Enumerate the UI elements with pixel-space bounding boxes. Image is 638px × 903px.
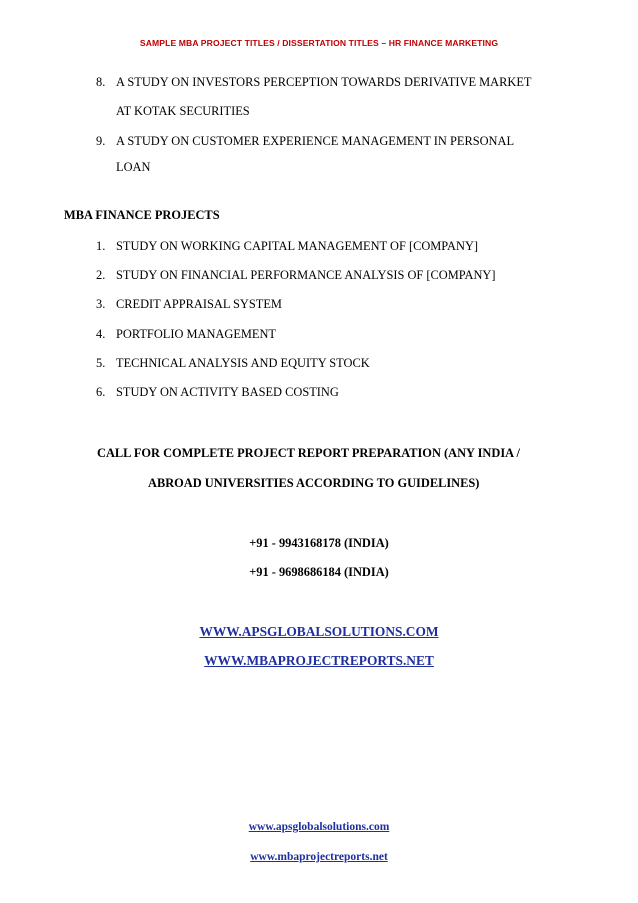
list-item (96, 385, 339, 400)
list-item-text: STUDY ON FINANCIAL PERFORMANCE ANALYSIS OF [COMPANY] (116, 268, 496, 282)
list-item-continuation: AT KOTAK SECURITIES (116, 104, 250, 118)
website-link[interactable]: WWW.APSGLOBALSOLUTIONS.COM (199, 624, 439, 639)
list-item (96, 268, 495, 283)
list-item-text: PORTFOLIO MANAGEMENT (116, 327, 276, 341)
list-item-number: 2. (96, 268, 106, 282)
list-item-text: CREDIT APPRAISAL SYSTEM (116, 297, 282, 311)
list-item (96, 297, 282, 312)
page-header: SAMPLE MBA PROJECT TITLES / DISSERTATION TITLES – HR FINANCE MARKETING (139, 38, 499, 48)
call-to-action-line: CALL FOR COMPLETE PROJECT REPORT PREPARATION (ANY INDIA / (97, 446, 520, 460)
list-item-number: 3. (96, 297, 106, 311)
website-link[interactable]: WWW.MBAPROJECTREPORTS.NET (204, 653, 434, 668)
list-item-number: 8. (96, 75, 106, 89)
list-item-text: A STUDY ON INVESTORS PERCEPTION TOWARDS DERIVATIVE MARKET (116, 75, 532, 89)
list-item-number: 1. (96, 239, 106, 253)
list-item-number: 9. (96, 134, 106, 148)
footer-link[interactable]: www.mbaprojectreports.net (250, 851, 388, 863)
list-item-text: STUDY ON WORKING CAPITAL MANAGEMENT OF [COMPANY] (116, 239, 479, 253)
list-item (96, 134, 514, 149)
phone-number: +91 - 9943168178 (INDIA) (249, 536, 389, 550)
phone-number: +91 - 9698686184 (INDIA) (249, 565, 389, 579)
call-to-action-line: ABROAD UNIVERSITIES ACCORDING TO GUIDELINES) (148, 476, 480, 490)
list-item (96, 356, 370, 371)
section-title: MBA FINANCE PROJECTS (64, 208, 220, 222)
list-item (96, 327, 276, 342)
list-item-continuation: LOAN (116, 160, 151, 174)
list-item-number: 4. (96, 327, 106, 341)
list-item-text: A STUDY ON CUSTOMER EXPERIENCE MANAGEMENT IN PERSONAL (116, 134, 515, 148)
list-item-text: TECHNICAL ANALYSIS AND EQUITY STOCK (116, 356, 370, 370)
footer-link[interactable]: www.apsglobalsolutions.com (248, 821, 390, 833)
list-item-number: 5. (96, 356, 106, 370)
list-item-text: STUDY ON ACTIVITY BASED COSTING (116, 385, 339, 399)
list-item (96, 75, 531, 90)
list-item (96, 239, 478, 254)
list-item-number: 6. (96, 385, 106, 399)
